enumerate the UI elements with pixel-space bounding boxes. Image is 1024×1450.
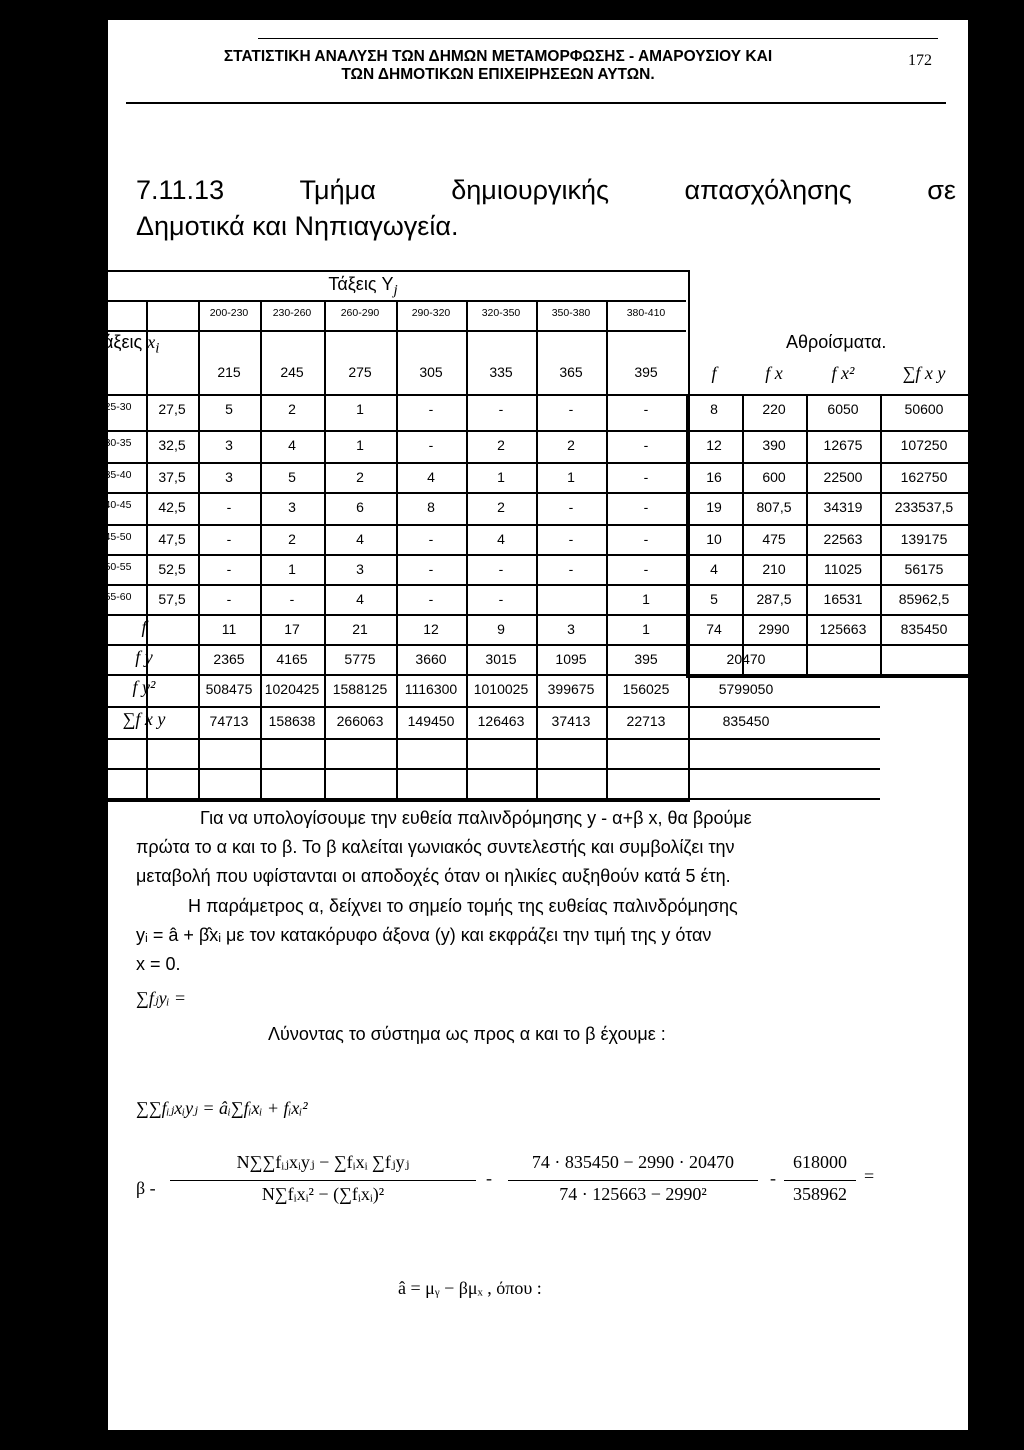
row-mid-4: 47,5 bbox=[158, 531, 186, 547]
result-fraction-line bbox=[784, 1180, 856, 1181]
x-classes-label bbox=[94, 332, 159, 358]
row-mid-2: 37,5 bbox=[158, 469, 186, 485]
header-title-line1: ΣΤΑΤΙΣΤΙΚΗ ΑΝΑΛΥΣΗ ΤΩΝ ΔΗΜΩΝ ΜΕΤΑΜΟΡΦΩΣΗΣ - ΑΜΑΡΟΥΣΙΟΥ ΚΑΙ bbox=[223, 48, 773, 65]
row-6-cell-0: - bbox=[226, 591, 232, 607]
header-rule bbox=[126, 102, 946, 104]
row-2-fixi: 600 bbox=[762, 469, 786, 485]
row-mid-1: 32,5 bbox=[158, 437, 186, 453]
row-1-cell-0: 3 bbox=[225, 437, 233, 453]
row-6-fixi: 287,5 bbox=[756, 591, 792, 607]
table-hline bbox=[90, 614, 968, 616]
row-4-cell-5: - bbox=[568, 531, 574, 547]
section-line2: Δημοτικά και Νηπιαγωγεία. bbox=[136, 211, 459, 241]
sumfxy-cell-5: 37413 bbox=[551, 713, 591, 729]
fj-cell-3: 12 bbox=[423, 621, 439, 637]
table-hline bbox=[90, 330, 686, 332]
row-5-cell-5: - bbox=[568, 561, 574, 577]
row-4-fixi2: 22563 bbox=[823, 531, 863, 547]
row-3-cell-5: - bbox=[568, 499, 574, 515]
header-title bbox=[138, 48, 858, 84]
table-hline bbox=[90, 706, 880, 708]
row-5-cell-2: 3 bbox=[356, 561, 364, 577]
table-hline bbox=[90, 738, 880, 740]
fjyj2-cell-3: 1116300 bbox=[404, 681, 458, 697]
fj-fi: 74 bbox=[706, 621, 722, 637]
row-6-fi: 5 bbox=[710, 591, 718, 607]
equals-sign-2: - bbox=[770, 1168, 776, 1188]
equals-sign-3: = bbox=[864, 1166, 875, 1186]
row-2-cell-0: 3 bbox=[225, 469, 233, 485]
row-interval-0: 25-30 bbox=[104, 401, 132, 413]
row-1-cell-5: 2 bbox=[567, 437, 575, 453]
row-6-sumfxy: 85962,5 bbox=[898, 591, 950, 607]
fjyj2-cell-0: 508475 bbox=[205, 681, 253, 697]
fjyj-cell-1: 4165 bbox=[276, 651, 308, 667]
y-interval-6: 380-410 bbox=[626, 307, 666, 319]
row-1-fixi2: 12675 bbox=[823, 437, 863, 453]
fjyj2-cell-6: 156025 bbox=[622, 681, 670, 697]
row-2-cell-1: 5 bbox=[288, 469, 296, 485]
section-word-1: Τμήμα bbox=[299, 175, 376, 205]
row-2-fixi2: 22500 bbox=[823, 469, 863, 485]
table-hline bbox=[90, 524, 968, 526]
beta-numeric-line bbox=[508, 1180, 758, 1181]
frequency-table bbox=[90, 270, 970, 800]
p1-line3: μεταβολή που υφίστανται οι αποδοχές όταν οι ηλικίες αυξηθούν κατά 5 έτη. bbox=[136, 866, 731, 886]
sumfxy-cell-1: 158638 bbox=[268, 713, 316, 729]
fjyj2-cell-1: 1020425 bbox=[264, 681, 320, 697]
sumfxy-cell-2: 266063 bbox=[336, 713, 384, 729]
row-0-cell-3: - bbox=[428, 401, 434, 417]
row-0-cell-2: 1 bbox=[356, 401, 364, 417]
fjyj-cell-4: 3015 bbox=[485, 651, 517, 667]
fjyj2-cell-4: 1010025 bbox=[473, 681, 529, 697]
row-2-cell-6: - bbox=[643, 469, 649, 485]
row-5-cell-6: - bbox=[643, 561, 649, 577]
row-6-cell-2: 4 bbox=[356, 591, 364, 607]
beta-denominator: N∑fᵢxᵢ² − (∑fᵢxᵢ)² bbox=[261, 1184, 385, 1204]
p1-line2: πρώτα το α και το β. Το β καλείται γωνιακός συντελεστής και συμβολίζει την bbox=[136, 837, 735, 857]
row-3-cell-1: 3 bbox=[288, 499, 296, 515]
y-midpoint-4: 335 bbox=[489, 364, 513, 380]
y-midpoint-0: 215 bbox=[217, 364, 241, 380]
fjyj-cell-0: 2365 bbox=[213, 651, 245, 667]
row-0-sumfxy: 50600 bbox=[904, 401, 944, 417]
p2-line2: yᵢ = â + β̂xᵢ με τον κατακόρυφο άξονα (y) και εκφράζει την τιμή της y όταν bbox=[136, 925, 712, 945]
sum-header-2: f x² bbox=[831, 363, 855, 383]
p2-line1: Η παράμετρος α, δείχνει το σημείο τομής της ευθείας παλινδρόμησης bbox=[188, 896, 738, 916]
row-5-cell-1: 1 bbox=[288, 561, 296, 577]
paragraph-2 bbox=[136, 892, 916, 979]
row-2-sumfxy: 162750 bbox=[900, 469, 948, 485]
row-interval-1: 30-35 bbox=[104, 437, 132, 449]
sumfxy-label: ∑f x y bbox=[122, 709, 166, 729]
row-interval-5: 50-55 bbox=[104, 561, 132, 573]
fjyj-total: 20470 bbox=[726, 651, 766, 667]
row-1-fi: 12 bbox=[706, 437, 722, 453]
row-3-cell-3: 8 bbox=[427, 499, 435, 515]
row-mid-6: 57,5 bbox=[158, 591, 186, 607]
row-interval-6: 55-60 bbox=[104, 591, 132, 603]
fj-cell-0: 11 bbox=[221, 621, 237, 637]
row-1-fixi: 390 bbox=[762, 437, 786, 453]
fjyj2-label: f y² bbox=[132, 677, 156, 697]
alpha-equation: â = μᵧ − βμₓ , όπου : bbox=[398, 1278, 542, 1298]
table-hline bbox=[90, 492, 968, 494]
row-0-fi: 8 bbox=[710, 401, 718, 417]
fj-fixi: 2990 bbox=[758, 621, 790, 637]
row-4-fi: 10 bbox=[706, 531, 722, 547]
y-classes-label bbox=[260, 274, 466, 300]
row-4-fixi: 475 bbox=[762, 531, 786, 547]
table-hline bbox=[90, 644, 968, 646]
y-interval-1: 230-260 bbox=[272, 307, 312, 319]
row-6-cell-1: - bbox=[289, 591, 295, 607]
row-3-cell-0: - bbox=[226, 499, 232, 515]
row-interval-2: 35-40 bbox=[104, 469, 132, 481]
beta-symbol: β - bbox=[136, 1178, 156, 1198]
document-page bbox=[94, 20, 968, 1430]
row-0-cell-4: - bbox=[498, 401, 504, 417]
row-2-fi: 16 bbox=[706, 469, 722, 485]
row-4-cell-1: 2 bbox=[288, 531, 296, 547]
y-midpoint-6: 395 bbox=[634, 364, 658, 380]
row-1-sumfxy: 107250 bbox=[900, 437, 948, 453]
row-1-cell-3: - bbox=[428, 437, 434, 453]
paragraph-1 bbox=[136, 804, 916, 891]
row-3-fixi: 807,5 bbox=[756, 499, 792, 515]
row-3-sumfxy: 233537,5 bbox=[894, 499, 954, 515]
x-sub: i bbox=[155, 340, 160, 357]
y-interval-5: 350-380 bbox=[551, 307, 591, 319]
result-denominator: 358962 bbox=[793, 1184, 847, 1204]
section-heading bbox=[136, 172, 956, 244]
sum-header-1: f x bbox=[765, 363, 783, 383]
beta-numeric-numerator: 74 · 835450 − 2990 · 20470 bbox=[531, 1152, 735, 1172]
row-1-cell-6: - bbox=[643, 437, 649, 453]
y-midpoint-1: 245 bbox=[280, 364, 304, 380]
row-4-cell-0: - bbox=[226, 531, 232, 547]
row-2-cell-3: 4 bbox=[427, 469, 435, 485]
row-5-cell-4: - bbox=[498, 561, 504, 577]
fjyj2-total: 5799050 bbox=[718, 681, 774, 697]
row-4-cell-3: - bbox=[428, 531, 434, 547]
row-6-fixi2: 16531 bbox=[823, 591, 863, 607]
row-4-cell-4: 4 bbox=[497, 531, 505, 547]
row-mid-3: 42,5 bbox=[158, 499, 186, 515]
x-classes-text: Τάξεις bbox=[94, 332, 143, 352]
top-rule bbox=[258, 38, 938, 39]
row-3-cell-6: - bbox=[643, 499, 649, 515]
fj-label: f bbox=[141, 617, 147, 637]
table-hline bbox=[90, 462, 968, 464]
system-equation: ∑∑fᵢⱼxᵢyⱼ = âᵢ∑fᵢxᵢ + fᵢxᵢ² bbox=[136, 1098, 308, 1118]
row-1-cell-1: 4 bbox=[288, 437, 296, 453]
table-hline bbox=[90, 798, 880, 800]
y-sub: j bbox=[393, 282, 398, 299]
fj-sumfxy: 835450 bbox=[900, 621, 948, 637]
p2-line3: x = 0. bbox=[136, 954, 181, 974]
fjyj2-cell-5: 399675 bbox=[547, 681, 595, 697]
row-5-cell-3: - bbox=[428, 561, 434, 577]
y-midpoint-2: 275 bbox=[348, 364, 372, 380]
y-interval-0: 200-230 bbox=[209, 307, 249, 319]
row-1-cell-2: 1 bbox=[356, 437, 364, 453]
equals-sign-1: - bbox=[486, 1168, 492, 1188]
sumfxy-cell-3: 149450 bbox=[407, 713, 455, 729]
sumfxy-cell-0: 74713 bbox=[209, 713, 249, 729]
row-0-cell-1: 2 bbox=[288, 401, 296, 417]
fjyj-cell-3: 3660 bbox=[415, 651, 447, 667]
row-6-cell-4: - bbox=[498, 591, 504, 607]
y-interval-2: 260-290 bbox=[340, 307, 380, 319]
y-interval-4: 320-350 bbox=[481, 307, 521, 319]
fjyj2-cell-2: 1588125 bbox=[332, 681, 388, 697]
row-3-cell-2: 6 bbox=[356, 499, 364, 515]
row-1-cell-4: 2 bbox=[497, 437, 505, 453]
y-midpoint-5: 365 bbox=[559, 364, 583, 380]
row-interval-4: 45-50 bbox=[104, 531, 132, 543]
row-0-fixi2: 6050 bbox=[827, 401, 859, 417]
sum-header-3: ∑f x y bbox=[902, 363, 946, 383]
table-hline bbox=[90, 394, 968, 396]
table-hline bbox=[90, 430, 968, 432]
sumfxy-cell-6: 22713 bbox=[626, 713, 666, 729]
beta-numeric-denominator: 74 · 125663 − 2990² bbox=[559, 1184, 707, 1204]
beta-fraction-line bbox=[170, 1180, 476, 1181]
fj-cell-5: 3 bbox=[567, 621, 575, 637]
row-interval-3: 40-45 bbox=[104, 499, 132, 511]
row-3-cell-4: 2 bbox=[497, 499, 505, 515]
row-4-sumfxy: 139175 bbox=[900, 531, 948, 547]
row-0-cell-6: - bbox=[643, 401, 649, 417]
y-interval-3: 290-320 bbox=[411, 307, 451, 319]
row-5-fixi2: 11025 bbox=[824, 561, 862, 577]
row-5-sumfxy: 56175 bbox=[904, 561, 944, 577]
row-5-cell-0: - bbox=[226, 561, 232, 577]
table-hline bbox=[90, 554, 968, 556]
row-4-cell-6: - bbox=[643, 531, 649, 547]
row-5-fi: 4 bbox=[710, 561, 718, 577]
table-hline bbox=[90, 300, 686, 302]
section-word-4: σε bbox=[927, 175, 956, 205]
page-number: 172 bbox=[908, 52, 932, 69]
row-mid-5: 52,5 bbox=[158, 561, 186, 577]
row-0-fixi: 220 bbox=[762, 401, 786, 417]
row-6-cell-6: 1 bbox=[642, 591, 650, 607]
table-hline bbox=[90, 674, 968, 676]
sum-fy-equation: ∑fⱼyᵢ = bbox=[136, 988, 187, 1008]
section-word-3: απασχόλησης bbox=[684, 175, 852, 205]
section-word-2: δημιουργικής bbox=[451, 175, 610, 205]
section-number: 7.11.13 bbox=[136, 175, 225, 205]
row-0-cell-0: 5 bbox=[225, 401, 233, 417]
row-5-fixi: 210 bbox=[762, 561, 786, 577]
row-2-cell-4: 1 bbox=[497, 469, 505, 485]
y-classes-text: Τάξεις Y bbox=[328, 274, 394, 294]
beta-numerator: N∑∑fᵢⱼxᵢyⱼ − ∑fᵢxᵢ ∑fⱼyⱼ bbox=[236, 1152, 410, 1172]
table-hline bbox=[90, 768, 880, 770]
fj-cell-1: 17 bbox=[284, 621, 300, 637]
y-midpoint-3: 305 bbox=[419, 364, 443, 380]
fjyj-cell-2: 5775 bbox=[344, 651, 376, 667]
fj-cell-4: 9 bbox=[497, 621, 505, 637]
row-3-fixi2: 34319 bbox=[823, 499, 863, 515]
totals-label: Αθροίσματα. bbox=[786, 332, 887, 352]
header-title-line2: ΤΩΝ ΔΗΜΟΤΙΚΩΝ ΕΠΙΧΕΙΡΗΣΕΩΝ ΑΥΤΩΝ. bbox=[341, 66, 655, 83]
table-hline bbox=[90, 584, 968, 586]
sum-header-0: f bbox=[711, 363, 717, 383]
fjyj-cell-6: 395 bbox=[634, 651, 658, 667]
p1-line1: Για να υπολογίσουμε την ευθεία παλινδρόμησης y - α+β x, θα βρούμε bbox=[200, 808, 752, 828]
fj-fixi2: 125663 bbox=[819, 621, 867, 637]
row-3-fi: 19 bbox=[706, 499, 722, 515]
sumfxy-cell-4: 126463 bbox=[477, 713, 525, 729]
row-6-cell-3: - bbox=[428, 591, 434, 607]
solving-sentence: Λύνοντας το σύστημα ως προς α και το β έχουμε : bbox=[268, 1024, 666, 1044]
fjyj-label: f y bbox=[135, 647, 153, 667]
fj-cell-6: 1 bbox=[642, 621, 650, 637]
row-0-cell-5: - bbox=[568, 401, 574, 417]
row-2-cell-2: 2 bbox=[356, 469, 364, 485]
row-mid-0: 27,5 bbox=[158, 401, 186, 417]
x-sym: x bbox=[147, 332, 156, 352]
fj-cell-2: 21 bbox=[352, 621, 368, 637]
fjyj-cell-5: 1095 bbox=[555, 651, 587, 667]
row-4-cell-2: 4 bbox=[356, 531, 364, 547]
row-2-cell-5: 1 bbox=[567, 469, 575, 485]
result-numerator: 618000 bbox=[793, 1152, 847, 1172]
sumfxy-total: 835450 bbox=[722, 713, 770, 729]
